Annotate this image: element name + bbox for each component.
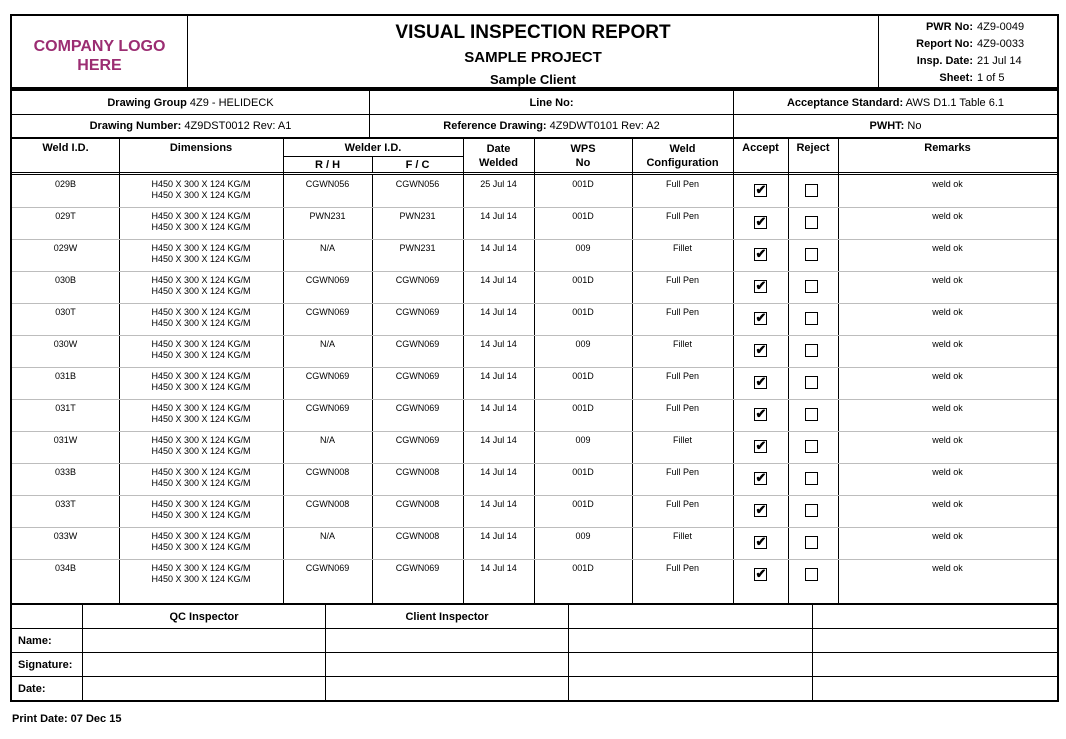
client-date-field[interactable]	[326, 677, 568, 700]
date-welded-cell: 14 Jul 14	[480, 371, 517, 381]
weld-id-cell: 030T	[55, 307, 76, 317]
meta-value: 1 of 5	[977, 72, 1005, 84]
dimensions-line: H450 X 300 X 124 KG/M	[151, 499, 251, 509]
date-label: Date:	[18, 683, 46, 695]
drawing-number-label: Drawing Number:	[89, 120, 182, 132]
pwht	[734, 120, 1057, 132]
check-mark-icon: ✔	[755, 470, 767, 485]
weld-config-cell: Full Pen	[665, 211, 700, 221]
dimensions-line: H450 X 300 X 124 KG/M	[151, 531, 251, 541]
accept-checkbox[interactable]	[754, 440, 767, 453]
check-mark-icon: ✔	[755, 374, 767, 389]
accept-checkbox[interactable]	[754, 344, 767, 357]
name-label: Name:	[18, 635, 52, 647]
dimensions-cell	[119, 467, 283, 489]
welder-fc-cell: PWN231	[399, 243, 436, 253]
wps-cell: 001D	[572, 275, 594, 285]
remarks-cell: weld ok	[932, 371, 963, 381]
dimensions-line: H450 X 300 X 124 KG/M	[151, 446, 251, 456]
weld-id-cell: 031T	[55, 403, 76, 413]
dimensions-line: H450 X 300 X 124 KG/M	[151, 243, 251, 253]
acceptance-value: AWS D1.1 Table 6.1	[905, 97, 1005, 109]
welder-fc-cell: CGWN008	[395, 531, 440, 541]
project-name: SAMPLE PROJECT	[464, 49, 602, 66]
col-config-line2: Configuration	[646, 157, 719, 169]
welder-rh-cell: N/A	[319, 339, 335, 349]
col-config	[632, 142, 733, 170]
dimensions-line: H450 X 300 X 124 KG/M	[151, 339, 251, 349]
welder-fc-cell: CGWN056	[395, 179, 440, 189]
dimensions-line: H450 X 300 X 124 KG/M	[151, 563, 251, 573]
dimensions-line: H450 X 300 X 124 KG/M	[151, 467, 251, 477]
welder-rh-cell: N/A	[319, 531, 335, 541]
weld-id-cell: 033W	[53, 531, 78, 541]
report-title: VISUAL INSPECTION REPORT	[395, 22, 671, 43]
check-mark-icon: ✔	[755, 310, 767, 325]
weld-id-cell: 031B	[54, 371, 77, 381]
wps-cell: 001D	[572, 211, 594, 221]
col-wps	[534, 142, 632, 170]
welder-fc-cell: CGWN069	[395, 275, 440, 285]
client-signature-field[interactable]	[326, 653, 568, 676]
check-mark-icon: ✔	[755, 182, 767, 197]
meta-row	[879, 55, 1057, 70]
wps-cell: 001D	[572, 563, 594, 573]
reject-checkbox[interactable]	[805, 536, 818, 549]
signoff-block	[10, 603, 1059, 702]
dimensions-cell	[119, 179, 283, 201]
col-remarks: Remarks	[924, 142, 971, 154]
qc-name-field[interactable]	[83, 629, 325, 652]
dimensions-line: H450 X 300 X 124 KG/M	[151, 403, 251, 413]
col-accept: Accept	[742, 142, 779, 154]
table-row	[12, 431, 1057, 463]
dimensions-line: H450 X 300 X 124 KG/M	[151, 179, 251, 189]
reject-checkbox[interactable]	[805, 216, 818, 229]
company-logo-line1: COMPANY LOGO	[33, 38, 166, 55]
table-row	[12, 527, 1057, 559]
reject-checkbox[interactable]	[805, 568, 818, 581]
dimensions-line: H450 X 300 X 124 KG/M	[151, 307, 251, 317]
weld-config-cell: Full Pen	[665, 403, 700, 413]
table-row	[12, 239, 1057, 271]
weld-id-cell: 033B	[54, 467, 77, 477]
dimensions-cell	[119, 563, 283, 585]
welder-fc-cell: CGWN069	[395, 435, 440, 445]
company-logo-line2: HERE	[77, 57, 122, 74]
drawing-number	[12, 120, 369, 132]
meta-label: PWR No:	[925, 21, 973, 33]
dimensions-line: H450 X 300 X 124 KG/M	[151, 574, 251, 584]
remarks-cell: weld ok	[932, 531, 963, 541]
wps-cell: 001D	[572, 499, 594, 509]
date-welded-cell: 25 Jul 14	[480, 179, 517, 189]
acceptance-label: Acceptance Standard:	[786, 97, 904, 109]
welder-fc-cell: PWN231	[399, 211, 436, 221]
welder-fc-cell: CGWN008	[395, 499, 440, 509]
reference-label: Reference Drawing:	[443, 120, 547, 132]
col-date-line2: Welded	[479, 157, 518, 169]
accept-checkbox[interactable]	[754, 568, 767, 581]
accept-checkbox[interactable]	[754, 408, 767, 421]
weld-config-cell: Fillet	[672, 435, 692, 445]
weld-id-cell: 034B	[54, 563, 77, 573]
accept-checkbox[interactable]	[754, 312, 767, 325]
meta-label: Insp. Date:	[916, 55, 973, 67]
accept-checkbox[interactable]	[754, 216, 767, 229]
welder-fc-cell: CGWN069	[395, 307, 440, 317]
date-welded-cell: 14 Jul 14	[480, 531, 517, 541]
weld-id-cell: 030W	[53, 339, 78, 349]
col-wps-line2: No	[575, 157, 591, 169]
dimensions-line: H450 X 300 X 124 KG/M	[151, 542, 251, 552]
remarks-cell: weld ok	[932, 307, 963, 317]
meta-value: 21 Jul 14	[977, 55, 1022, 67]
date-welded-cell: 14 Jul 14	[480, 563, 517, 573]
reference-value: 4Z9DWT0101 Rev: A2	[549, 120, 660, 132]
remarks-cell: weld ok	[932, 403, 963, 413]
wps-cell: 001D	[572, 403, 594, 413]
dimensions-cell	[119, 531, 283, 553]
table-row	[12, 399, 1057, 431]
dimensions-cell	[119, 499, 283, 521]
accept-checkbox[interactable]	[754, 504, 767, 517]
col-date-line1: Date	[486, 143, 511, 155]
welder-rh-cell: CGWN069	[305, 275, 350, 285]
accept-checkbox[interactable]	[754, 184, 767, 197]
acceptance-standard	[734, 97, 1057, 109]
dimensions-line: H450 X 300 X 124 KG/M	[151, 211, 251, 221]
table-row	[12, 335, 1057, 367]
dimensions-cell	[119, 211, 283, 233]
reject-checkbox[interactable]	[805, 472, 818, 485]
pwht-value: No	[907, 120, 922, 132]
dimensions-line: H450 X 300 X 124 KG/M	[151, 222, 251, 232]
dimensions-line: H450 X 300 X 124 KG/M	[151, 286, 251, 296]
weld-config-cell: Full Pen	[665, 275, 700, 285]
wps-cell: 001D	[572, 467, 594, 477]
check-mark-icon: ✔	[755, 342, 767, 357]
dimensions-line: H450 X 300 X 124 KG/M	[151, 510, 251, 520]
weld-config-cell: Full Pen	[665, 179, 700, 189]
col-fc: F / C	[405, 159, 430, 171]
remarks-cell: weld ok	[932, 179, 963, 189]
dimensions-cell	[119, 371, 283, 393]
welder-fc-cell: CGWN069	[395, 371, 440, 381]
table-row	[12, 175, 1057, 207]
report-header	[10, 14, 1059, 89]
welder-rh-cell: N/A	[319, 435, 335, 445]
check-mark-icon: ✔	[755, 406, 767, 421]
weld-id-cell: 033T	[55, 499, 76, 509]
reject-checkbox[interactable]	[805, 280, 818, 293]
col-config-line1: Weld	[669, 143, 696, 155]
col-date	[463, 142, 534, 170]
dimensions-line: H450 X 300 X 124 KG/M	[151, 435, 251, 445]
accept-checkbox[interactable]	[754, 472, 767, 485]
accept-checkbox[interactable]	[754, 248, 767, 261]
check-mark-icon: ✔	[755, 502, 767, 517]
welder-fc-cell: CGWN069	[395, 563, 440, 573]
wps-cell: 001D	[572, 371, 594, 381]
col-weld-id: Weld I.D.	[42, 142, 89, 154]
col-dimensions: Dimensions	[169, 142, 233, 154]
client-name-field[interactable]	[326, 629, 568, 652]
table-row	[12, 463, 1057, 495]
dimensions-cell	[119, 275, 283, 297]
weld-id-cell: 029B	[54, 179, 77, 189]
date-welded-cell: 14 Jul 14	[480, 211, 517, 221]
table-row	[12, 495, 1057, 527]
welder-rh-cell: N/A	[319, 243, 335, 253]
drawing-group-value: 4Z9 - HELIDECK	[189, 97, 274, 109]
dimensions-cell	[119, 243, 283, 265]
check-mark-icon: ✔	[755, 438, 767, 453]
signature-label: Signature:	[18, 659, 73, 671]
date-welded-cell: 14 Jul 14	[480, 435, 517, 445]
weld-id-cell: 031W	[53, 435, 78, 445]
wps-cell: 001D	[572, 179, 594, 189]
weld-config-cell: Full Pen	[665, 467, 700, 477]
weld-config-cell: Full Pen	[665, 307, 700, 317]
drawing-info	[10, 89, 1059, 139]
check-mark-icon: ✔	[755, 278, 767, 293]
reference-drawing	[370, 120, 733, 132]
weld-id-cell: 030B	[54, 275, 77, 285]
weld-table	[10, 137, 1059, 605]
table-row	[12, 559, 1057, 591]
dimensions-cell	[119, 435, 283, 457]
accept-checkbox[interactable]	[754, 280, 767, 293]
welder-rh-cell: CGWN069	[305, 563, 350, 573]
weld-config-cell: Full Pen	[665, 499, 700, 509]
col-welder-id: Welder I.D.	[344, 142, 402, 154]
welder-fc-cell: CGWN008	[395, 467, 440, 477]
welder-rh-cell: CGWN008	[305, 499, 350, 509]
check-mark-icon: ✔	[755, 246, 767, 261]
accept-checkbox[interactable]	[754, 536, 767, 549]
client-name: Sample Client	[490, 72, 576, 87]
dimensions-cell	[119, 339, 283, 361]
remarks-cell: weld ok	[932, 563, 963, 573]
wps-cell: 009	[575, 531, 591, 541]
dimensions-line: H450 X 300 X 124 KG/M	[151, 414, 251, 424]
weld-id-cell: 029W	[53, 243, 78, 253]
table-row	[12, 271, 1057, 303]
reject-checkbox[interactable]	[805, 312, 818, 325]
welder-rh-cell: CGWN069	[305, 371, 350, 381]
drawing-number-value: 4Z9DST0012 Rev: A1	[184, 120, 292, 132]
weld-config-cell: Full Pen	[665, 563, 700, 573]
table-row	[12, 207, 1057, 239]
weld-config-cell: Full Pen	[665, 371, 700, 381]
wps-cell: 001D	[572, 307, 594, 317]
meta-label: Sheet:	[939, 72, 973, 84]
remarks-cell: weld ok	[932, 467, 963, 477]
reject-checkbox[interactable]	[805, 344, 818, 357]
col-reject: Reject	[796, 142, 830, 154]
reject-checkbox[interactable]	[805, 248, 818, 261]
date-welded-cell: 14 Jul 14	[480, 403, 517, 413]
reject-checkbox[interactable]	[805, 376, 818, 389]
dimensions-line: H450 X 300 X 124 KG/M	[151, 318, 251, 328]
welder-rh-cell: CGWN069	[305, 307, 350, 317]
remarks-cell: weld ok	[932, 275, 963, 285]
dimensions-line: H450 X 300 X 124 KG/M	[151, 371, 251, 381]
qc-inspector-heading: QC Inspector	[169, 611, 239, 623]
check-mark-icon: ✔	[755, 214, 767, 229]
weld-config-cell: Fillet	[672, 531, 692, 541]
drawing-group-label: Drawing Group	[107, 97, 187, 109]
meta-row	[879, 21, 1057, 36]
line-no-label: Line No:	[529, 97, 574, 109]
remarks-cell: weld ok	[932, 211, 963, 221]
accept-checkbox[interactable]	[754, 376, 767, 389]
dimensions-line: H450 X 300 X 124 KG/M	[151, 254, 251, 264]
qc-date-field[interactable]	[83, 677, 325, 700]
welder-rh-cell: CGWN069	[305, 403, 350, 413]
weld-config-cell: Fillet	[672, 339, 692, 349]
meta-value: 4Z9-0033	[977, 38, 1025, 50]
date-welded-cell: 14 Jul 14	[480, 275, 517, 285]
reject-checkbox[interactable]	[805, 408, 818, 421]
wps-cell: 009	[575, 435, 591, 445]
welder-rh-cell: CGWN008	[305, 467, 350, 477]
table-row	[12, 303, 1057, 335]
reject-checkbox[interactable]	[805, 504, 818, 517]
dimensions-cell	[119, 307, 283, 329]
meta-value: 4Z9-0049	[977, 21, 1025, 33]
meta-label: Report No:	[916, 38, 973, 50]
date-welded-cell: 14 Jul 14	[480, 307, 517, 317]
table-row	[12, 367, 1057, 399]
drawing-group	[12, 97, 369, 109]
company-logo	[12, 37, 187, 75]
date-welded-cell: 14 Jul 14	[480, 499, 517, 509]
print-date: Print Date: 07 Dec 15	[12, 713, 122, 725]
wps-cell: 009	[575, 339, 591, 349]
welder-fc-cell: CGWN069	[395, 403, 440, 413]
remarks-cell: weld ok	[932, 435, 963, 445]
date-welded-cell: 14 Jul 14	[480, 339, 517, 349]
pwht-label: PWHT:	[869, 120, 905, 132]
wps-cell: 009	[575, 243, 591, 253]
date-welded-cell: 14 Jul 14	[480, 243, 517, 253]
remarks-cell: weld ok	[932, 499, 963, 509]
check-mark-icon: ✔	[755, 566, 767, 581]
dimensions-line: H450 X 300 X 124 KG/M	[151, 382, 251, 392]
weld-id-cell: 029T	[55, 211, 76, 221]
dimensions-line: H450 X 300 X 124 KG/M	[151, 275, 251, 285]
col-rh: R / H	[314, 159, 341, 171]
meta-row	[879, 72, 1057, 87]
check-mark-icon: ✔	[755, 534, 767, 549]
dimensions-line: H450 X 300 X 124 KG/M	[151, 190, 251, 200]
reject-checkbox[interactable]	[805, 184, 818, 197]
remarks-cell: weld ok	[932, 339, 963, 349]
dimensions-cell	[119, 403, 283, 425]
client-inspector-heading: Client Inspector	[405, 611, 489, 623]
reject-checkbox[interactable]	[805, 440, 818, 453]
remarks-cell: weld ok	[932, 243, 963, 253]
dimensions-line: H450 X 300 X 124 KG/M	[151, 350, 251, 360]
weld-config-cell: Fillet	[672, 243, 692, 253]
welder-rh-cell: PWN231	[309, 211, 346, 221]
welder-fc-cell: CGWN069	[395, 339, 440, 349]
meta-row	[879, 38, 1057, 53]
col-wps-line1: WPS	[570, 143, 596, 155]
qc-signature-field[interactable]	[83, 653, 325, 676]
date-welded-cell: 14 Jul 14	[480, 467, 517, 477]
dimensions-line: H450 X 300 X 124 KG/M	[151, 478, 251, 488]
welder-rh-cell: CGWN056	[305, 179, 350, 189]
